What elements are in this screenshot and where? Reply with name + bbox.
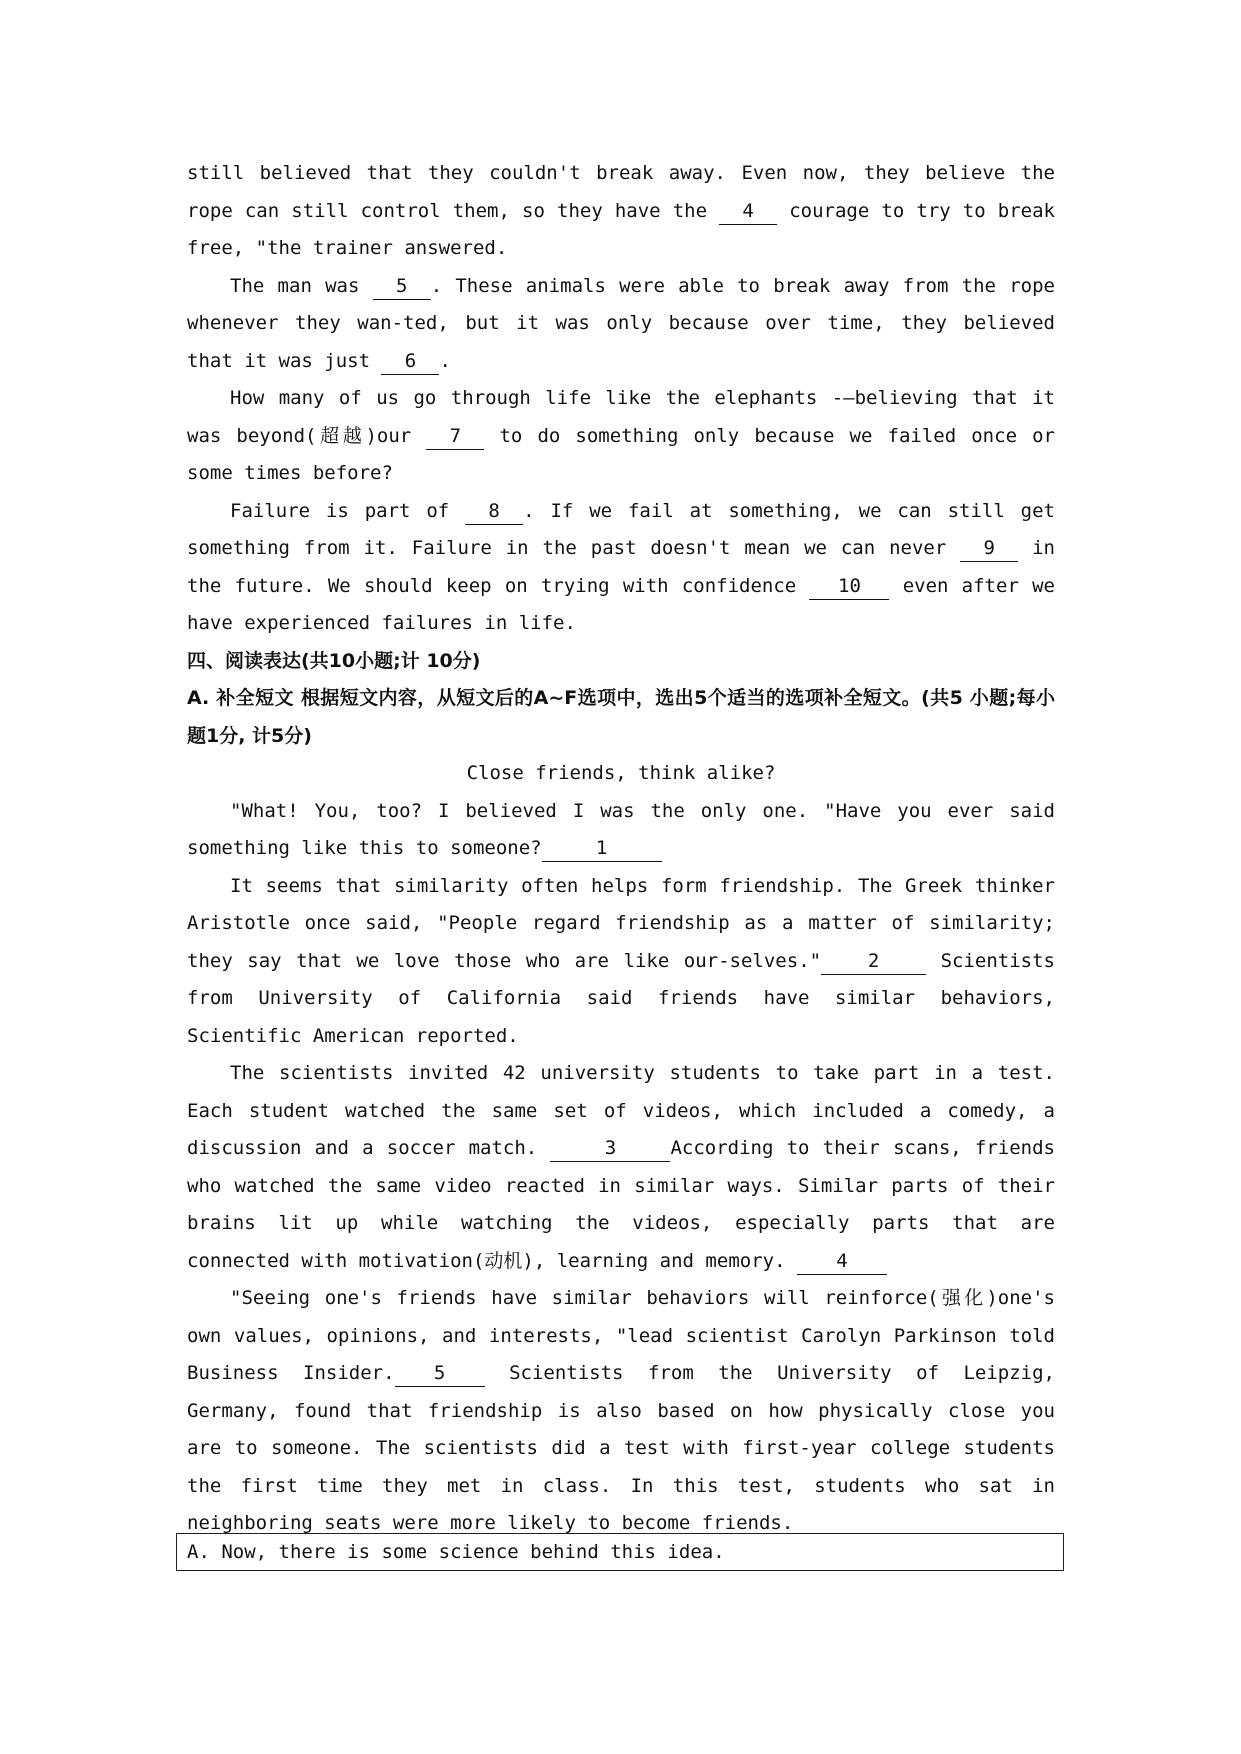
- passage-paragraph: It seems that similarity often helps form friendship. The Greek thinker Aristotle once said, "People regard friendship as a matter of similarity; they say that we love those who are like our-selves." 2 Scientists from University of California said friends have similar behaviors, Scientific American reported.: [187, 874, 1055, 1047]
- passage-title: Close friends, think alike?: [466, 762, 776, 784]
- passage-paragraph: The scientists invited 42 university students to take part in a test. Each student watched the same set of videos, which included a comedy, a discussion and a soccer match. 3 According to their scans, friends who watched the same video reacted in similar ways. Similar parts of their brains lit up while watching the videos, especially parts that are connected with motivation(动机), learning and memory. 4: [187, 1055, 1055, 1280]
- answer-blank[interactable]: 3: [550, 1135, 670, 1162]
- passage-paragraph: The man was 5 . These animals were able to break away from the rope whenever they wan-ted, but it was only because over time, they believed that it was just 6 .: [187, 268, 1055, 381]
- answer-blank[interactable]: 1: [542, 835, 662, 862]
- option-a: A. Now, there is some science behind this idea.: [187, 1541, 725, 1563]
- answer-blank[interactable]: 10: [809, 573, 889, 600]
- passage-paragraph: "Seeing one's friends have similar behaviors will reinforce(强化)one's own values, opinions, and interests, "lead scientist Carolyn Parkinson told Business Insider. 5 Scientists from the University of Leipzig, Germany, found that friendship is also based on how physically close you are to someone. The scientists did a test with first-year college students the first time they met in class. In this test, students who sat in neighboring seats were more likely to become friends.: [187, 1287, 1055, 1534]
- answer-blank[interactable]: 5: [395, 1360, 485, 1387]
- section-instruction: A. 补全短文 根据短文内容，从短文后的A~F选项中，选出5个适当的选项补全短文。(共5 小题;每小题1分, 计5分): [187, 687, 1055, 747]
- passage-paragraph: How many of us go through life like the elephants -—believing that it was beyond(超越)our 7 to do something only because we failed once or some times before?: [187, 387, 1055, 484]
- answer-blank[interactable]: 7: [426, 423, 484, 450]
- answer-blank[interactable]: 6: [381, 348, 439, 375]
- answer-blank[interactable]: 4: [797, 1248, 887, 1275]
- answer-blank[interactable]: 9: [960, 535, 1018, 562]
- answer-blank[interactable]: 4: [719, 198, 777, 225]
- answer-blank[interactable]: 5: [373, 273, 431, 300]
- answer-blank[interactable]: 8: [465, 498, 523, 525]
- options-box: [176, 1533, 1064, 1571]
- answer-blank[interactable]: 2: [821, 948, 926, 975]
- passage-paragraph: Failure is part of 8 . If we fail at something, we can still get something from it. Failure in the past doesn't mean we can never 9 in the future. We should keep on trying with confidence 10 even after we have experienced failures in life.: [187, 499, 1055, 634]
- page-content: [187, 155, 1055, 1543]
- passage-paragraph: "What! You, too? I believed I was the only one. "Have you ever said something like this to someone? 1: [187, 793, 1055, 868]
- passage-paragraph: still believed that they couldn't break away. Even now, they believe the rope can still control them, so they have the 4 courage to try to break free, "the trainer answered.: [187, 162, 1055, 259]
- section-heading: 四、阅读表达(共10小题;计 10分): [187, 649, 481, 672]
